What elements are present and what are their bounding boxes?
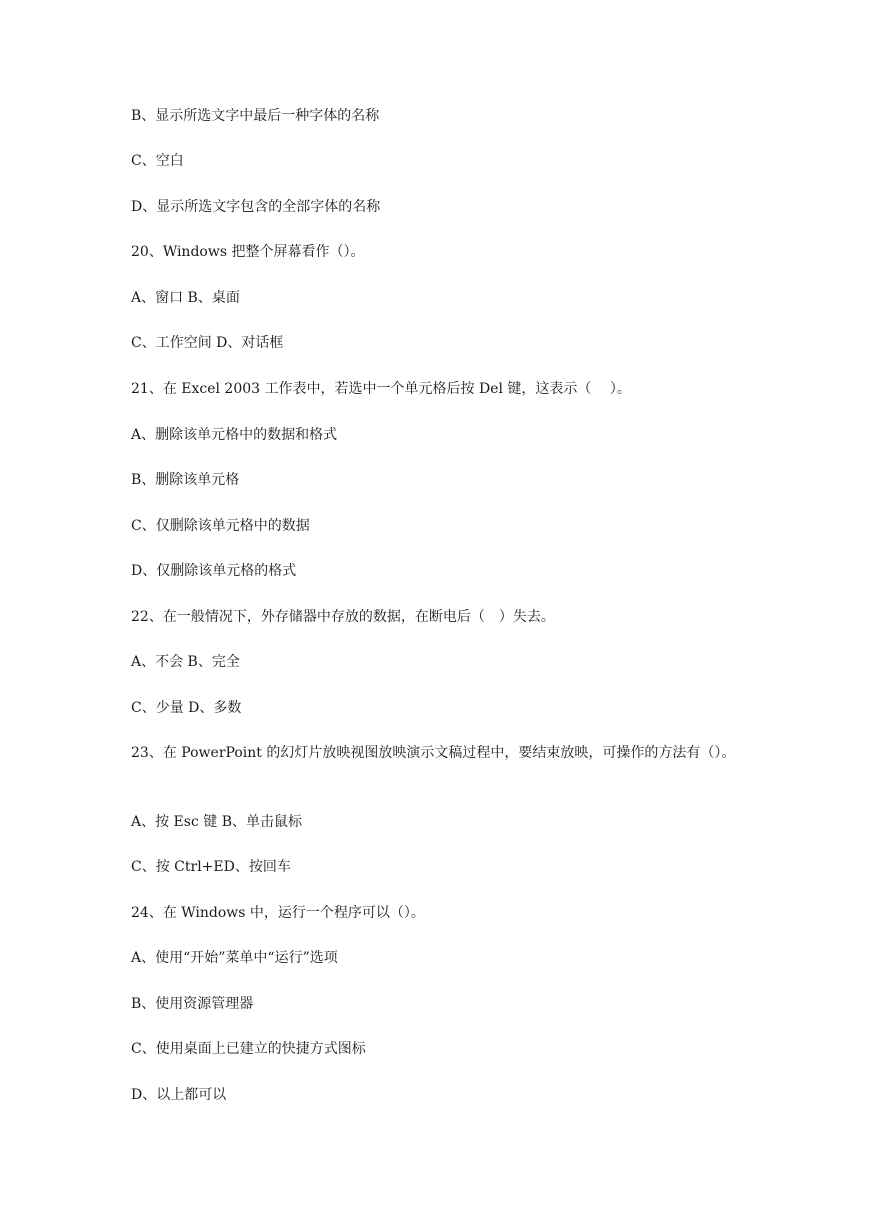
option-24b: B、使用资源管理器 (131, 996, 254, 1012)
option-21c: C、仅删除该单元格中的数据 (131, 518, 310, 534)
options-22cd: C、少量 D、多数 (131, 700, 242, 716)
question-23: 23、在 PowerPoint 的幻灯片放映视图放映演示文稿过程中，要结束放映，可操作的方法有（）。 (131, 745, 736, 761)
question-24: 24、在 Windows 中，运行一个程序可以（）。 (131, 905, 425, 921)
options-22ab: A、不会 B、完全 (131, 654, 240, 670)
options-23cd: C、按 Ctrl+ED、按回车 (131, 859, 291, 875)
option-24a: A、使用“开始”菜单中“运行”选项 (131, 950, 338, 966)
options-23ab: A、按 Esc 键 B、单击鼠标 (131, 814, 302, 830)
option-19c: C、空白 (131, 153, 184, 169)
option-21b: B、删除该单元格 (131, 472, 240, 488)
question-21: 21、在 Excel 2003 工作表中，若选中一个单元格后按 Del 键，这表示（ ）。 (131, 381, 631, 397)
question-22: 22、在一般情况下，外存储器中存放的数据，在断电后（ ）失去。 (131, 609, 555, 625)
options-20cd: C、工作空间 D、对话框 (131, 335, 284, 351)
options-20ab: A、窗口 B、桌面 (131, 290, 240, 306)
option-21a: A、删除该单元格中的数据和格式 (131, 427, 338, 443)
option-19d: D、显示所选文字包含的全部字体的名称 (131, 199, 381, 215)
option-19b: B、显示所选文字中最后一种字体的名称 (131, 108, 380, 124)
option-21d: D、仅删除该单元格的格式 (131, 563, 297, 579)
option-24d: D、以上都可以 (131, 1087, 227, 1103)
option-24c: C、使用桌面上已建立的快捷方式图标 (131, 1041, 366, 1057)
question-20: 20、Windows 把整个屏幕看作（）。 (131, 244, 365, 260)
